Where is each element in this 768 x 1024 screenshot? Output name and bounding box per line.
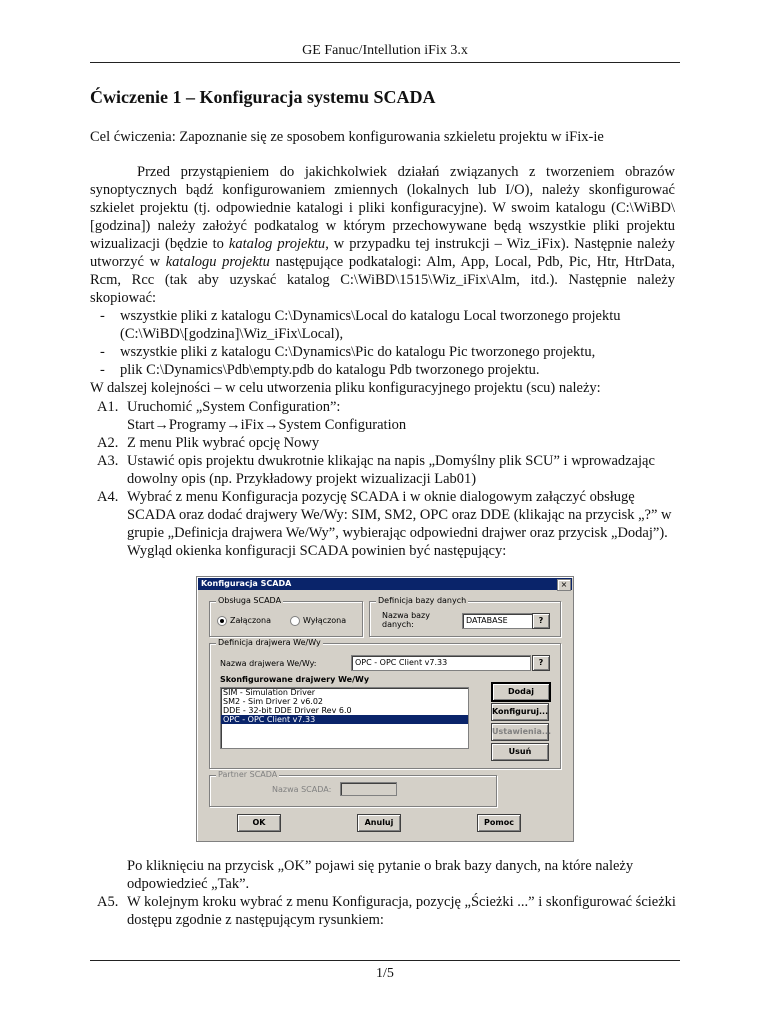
step-a1	[97, 398, 677, 434]
footer-rule	[90, 960, 680, 961]
list-item[interactable]: SM2 - Sim Driver 2 v6.02	[223, 697, 324, 706]
step-number: A3.	[97, 453, 119, 469]
step-number: A5.	[97, 894, 119, 910]
dialog-title: Konfiguracja SCADA	[198, 578, 572, 590]
configure-button[interactable]: Konfiguruj...	[491, 703, 549, 721]
partner-scada-group	[209, 770, 497, 807]
step-a5	[97, 893, 677, 929]
partner-name-input[interactable]	[340, 782, 397, 796]
radio-enabled-label: Załączona	[230, 616, 272, 625]
step-number: A2.	[97, 435, 119, 451]
close-icon[interactable]: ×	[557, 579, 571, 591]
exercise-title: Ćwiczenie 1 – Konfiguracja systemu SCADA	[90, 87, 436, 107]
list-item: - wszystkie pliki z katalogu C:\Dynamics\Pic do katalogu Pic tworzonego projektu,	[100, 344, 596, 360]
list-item: - wszystkie pliki z katalogu C:\Dynamics\Local do katalogu Local tworzonego projektu (C:\WiBD\[godzina]\Wiz_iFix\Local),	[100, 307, 678, 343]
db-browse-button[interactable]: ?	[532, 613, 550, 629]
driver-browse-button[interactable]: ?	[532, 655, 550, 671]
intro-text-1: Przed przystąpieniem do jakichkolwiek działań związanych z tworzeniem obrazów synoptycznych bądź konfigurowaniem zmiennych (lokalnych lub I/O), należy skonfigurować szkielet projektu (tj. odpowiednie katalogi i pliki konfiguracyjne). W swoim katalogu (C:\WiBD\[godzina]) należy założyć podkatalog w którym przechowywane będą wszystkie pliki projektu wizualizacji (będzie to	[90, 164, 675, 252]
running-header: GE Fanuc/Intellution iFix 3.x	[302, 43, 468, 58]
intro-text-3: następujące podkatalogi: Alm, App, Local, Pdb, Pic, Htr, HtrData, Rcm, Rcc (tak aby uzyskać katalog C:\WiBD\1515\Wiz_iFix\Alm, itd.). Następnie należy skopiować:	[90, 254, 675, 306]
radio-disabled-label: Wyłączona	[303, 616, 347, 625]
radio-enabled[interactable]	[217, 616, 227, 626]
list-item-text: wszystkie pliki z katalogu C:\Dynamics\Local do katalogu Local tworzonego projektu (C:\WiBD\[godzina]\Wiz_iFix\Local),	[120, 308, 621, 342]
cancel-button[interactable]: Anuluj	[357, 814, 401, 832]
intro-emphasis-2: katalogu projektu	[165, 254, 270, 270]
list-item-text: plik C:\Dynamics\Pdb\empty.pdb do katalogu Pdb tworzonego projektu.	[120, 362, 540, 378]
remove-button[interactable]: Usuń	[491, 743, 549, 761]
after-dialog-text: Po kliknięciu na przycisk „OK” pojawi się pytanie o brak bazy danych, na które należy odpowiedzieć „Tak”.	[127, 858, 634, 892]
configured-drivers-label: Skonfigurowane drajwery We/Wy	[220, 675, 370, 684]
db-name-input[interactable]: DATABASE	[462, 613, 535, 629]
next-steps-line: W dalszej kolejności – w celu utworzenia pliku konfiguracyjnego projektu (scu) należy:	[90, 380, 601, 396]
driver-group	[209, 638, 561, 769]
db-name-label: Nazwa bazy danych:	[382, 611, 430, 629]
list-item[interactable]: OPC - OPC Client v7.33	[221, 715, 468, 724]
step-a3	[97, 452, 677, 488]
radio-disabled[interactable]	[290, 616, 300, 626]
goal-line: Cel ćwiczenia: Zapoznanie się ze sposobem konfigurowania szkieletu projektu w iFix-ie	[90, 129, 604, 145]
copy-list	[100, 307, 678, 379]
scada-support-group	[209, 596, 363, 637]
step-text: Ustawić opis projektu dwukrotnie klikając na napis „Domyślny plik SCU” i wprowadzając dowolny opis (np. Przykładowy projekt wizualizacji Lab01)	[127, 453, 655, 487]
settings-button[interactable]: Ustawienia...	[491, 723, 549, 741]
group-label: Definicja drajwera We/Wy	[218, 638, 321, 647]
database-group	[369, 596, 561, 637]
step-text: Wybrać z menu Konfiguracja pozycję SCADA i w oknie dialogowym załączyć obsługę SCADA oraz dodać drajwery We/Wy: SIM, SM2, OPC oraz DDE (klikając na przycisk „?” w grupie „Definicja drajwera We/Wy”, wybierając odpowiedni drajwer oraz przycisk „Dodaj”). Wygląd okienka konfiguracji SCADA powinien być następujący:	[127, 489, 672, 559]
add-button[interactable]: Dodaj	[491, 682, 551, 702]
group-label: Partner SCADA	[218, 770, 278, 779]
step-number: A4.	[97, 489, 119, 505]
step-text: Uruchomić „System Configuration”:	[127, 399, 341, 415]
intro-text-2: , w przypadku tej instrukcji – Wiz_iFix). Następnie należy utworzyć w	[90, 236, 675, 270]
step-path: Start→Programy→iFix→System Configuration	[127, 417, 407, 433]
list-item[interactable]: SIM - Simulation Driver	[223, 688, 316, 697]
list-item[interactable]: DDE - 32-bit DDE Driver Rev 6.0	[223, 706, 352, 715]
driver-name-input[interactable]: OPC - OPC Client v7.33	[351, 655, 531, 671]
help-button[interactable]: Pomoc	[477, 814, 521, 832]
partner-name-label: Nazwa SCADA:	[272, 785, 332, 794]
step-a4	[97, 488, 677, 560]
step-text: Z menu Plik wybrać opcję Nowy	[127, 435, 320, 451]
scada-config-dialog	[196, 576, 574, 842]
group-label: Obsługa SCADA	[218, 596, 282, 605]
step-a2	[97, 434, 677, 452]
step-number: A1.	[97, 399, 119, 415]
intro-emphasis-1: katalog projektu	[228, 236, 326, 252]
intro-paragraph	[90, 163, 675, 307]
header-rule	[90, 62, 680, 63]
configured-drivers-list[interactable]	[220, 687, 469, 749]
ok-button[interactable]: OK	[237, 814, 281, 832]
step-text: W kolejnym kroku wybrać z menu Konfiguracja, pozycję „Ścieżki ...” i skonfigurować ścieżki dostępu zgodnie z następującym rysunkiem:	[127, 894, 676, 928]
page-number: 1/5	[376, 966, 394, 981]
group-label: Definicja bazy danych	[378, 596, 467, 605]
driver-name-label: Nazwa drajwera We/Wy:	[220, 659, 317, 668]
list-item: - plik C:\Dynamics\Pdb\empty.pdb do katalogu Pdb tworzonego projektu.	[100, 362, 540, 378]
list-item-text: wszystkie pliki z katalogu C:\Dynamics\Pic do katalogu Pic tworzonego projektu,	[120, 344, 596, 360]
